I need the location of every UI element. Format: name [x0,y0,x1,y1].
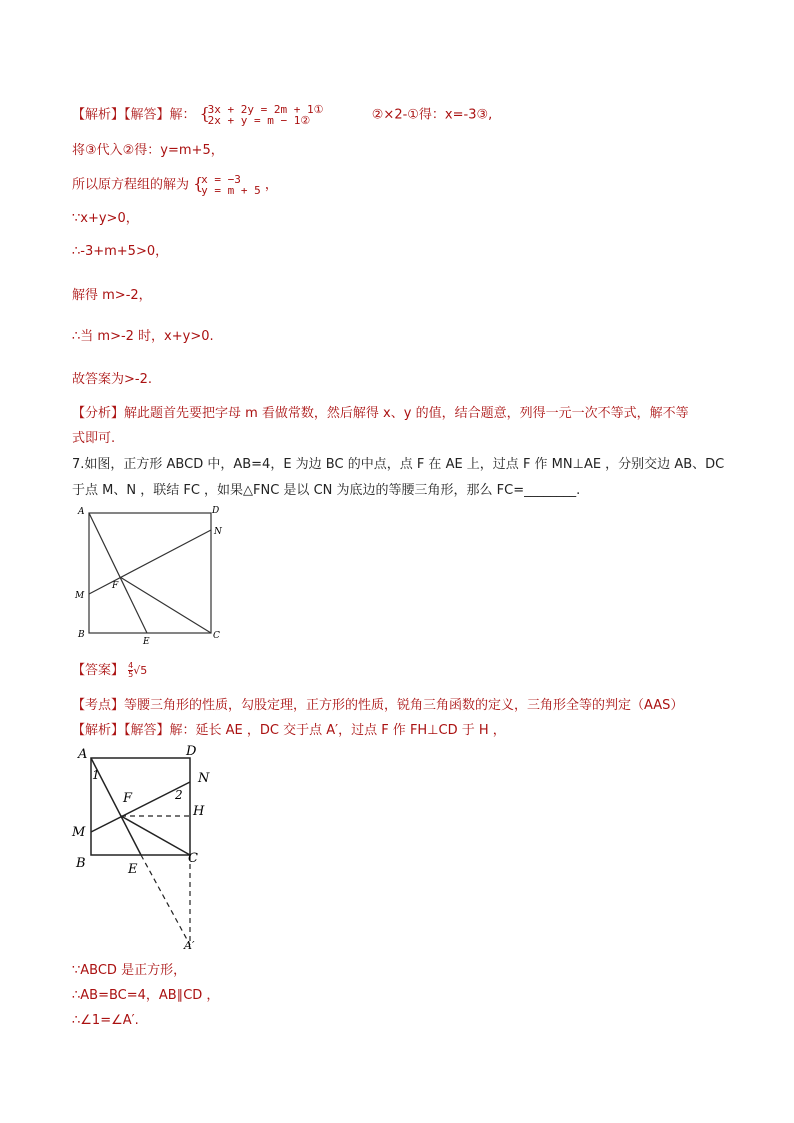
segment-mn [89,530,211,594]
label-d: D [186,744,197,759]
brace-icon: { [193,174,204,193]
condition-line: ∵x+y>0， [72,211,139,226]
answer-prefix: 【答案】 [72,663,125,678]
answer-fraction: $\frac{4}{5}$ [128,661,134,679]
label-n: N [198,771,210,786]
result-eq-2: y = m + 5 [201,184,261,197]
conclusion-line: ∴当 m>-2 时，x+y>0. [72,329,214,344]
jiexi-line: 【解析】【解答】解：延长 AE ，DC 交于点 A′，过点 F 作 FH⊥CD 于 H ， [72,723,506,738]
label-f: F [123,791,133,806]
elimination-step: ②×2-①得：x=-3③, [371,107,493,123]
theorem-line-2: ∴AB=BC=4，AB∥CD ， [72,988,220,1003]
label-a: A [78,507,85,517]
solution-line-system [72,104,492,126]
substitution-step: 将③代入②得：y=m+5， [72,143,224,158]
theorem-line-1: ∵ABCD 是正方形， [72,963,187,978]
label-n: N [214,527,222,537]
question-7-line-1: 7.如图，正方形 ABCD 中，AB=4，E 为边 BC 的中点，点 F 在 AE 上，过点 F 作 MN⊥AE ，分别交边 AB、DC [72,457,725,472]
segment-ae [89,513,147,633]
answer-root: √5 [133,664,148,677]
equation-1: 3x + 2y = 2m + 1① [207,103,324,116]
theorem-line-3: ∴∠1=∠A′. [72,1013,139,1028]
label-h: H [193,804,205,819]
label-b: B [78,630,85,640]
solve-line: 解得 m>-2， [72,288,152,303]
label-2: 2 [175,788,183,802]
equation-2: 2x + y = m − 1② [207,114,311,127]
result-system [193,174,261,196]
label-a-prime: A′ [184,939,195,952]
label-a: A [78,747,88,762]
extension-ea [141,855,190,945]
label-b: B [76,856,86,871]
brace-icon: { [199,104,210,123]
solution-result: 所以原方程组的解为 { x = −3 y = m + 5 ， [72,173,278,197]
label-m: M [75,591,85,601]
result-eq-1: x = −3 [201,173,241,186]
label-e: E [143,637,150,647]
solution-figure [68,742,218,952]
label-m: M [72,825,86,840]
question-7-line-2: 于点 M、N ，联结 FC ，如果△FNC 是以 CN 为底边的等腰三角形，那么 FC=________. [72,483,581,498]
square-abcd [89,513,211,633]
result-prefix: 所以原方程组的解为 [72,177,190,193]
label-d: D [212,506,220,516]
label-e: E [128,862,138,877]
label-f: F [112,581,119,591]
inequality-line: ∴-3+m+5>0， [72,244,169,259]
answer-line: 故答案为>-2. [72,372,152,387]
analysis-line-2: 式即可. [72,431,116,446]
solution-prefix: 【解析】【解答】解： [72,107,196,123]
question-figure [70,502,230,647]
equation-system [200,104,324,126]
label-c: C [213,631,220,641]
label-1: 1 [92,768,100,782]
label-c: C [188,851,198,866]
kaodian-line: 【考点】等腰三角形的性质，勾股定理，正方形的性质，锐角三角函数的定义，三角形全等的判定（AAS） [72,698,684,713]
analysis-line-1: 【分析】解此题首先要把字母 m 看做常数，然后解得 x、y 的值，结合题意，列得一元一次不等式，解不等 [72,406,689,421]
answer-row [72,662,147,680]
